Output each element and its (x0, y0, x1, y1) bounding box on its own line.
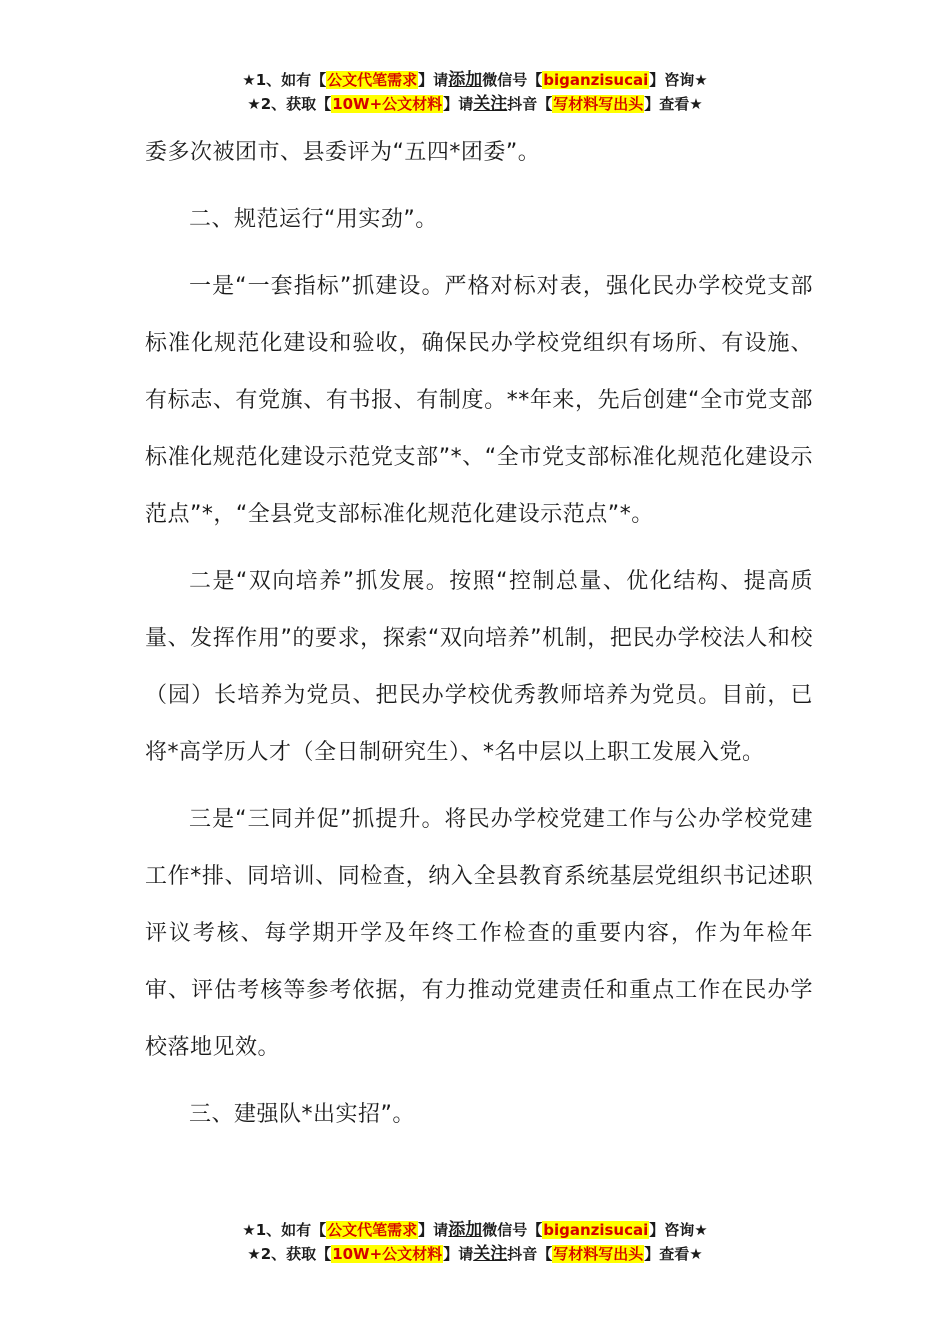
banner-emphasis: 关注 (473, 1244, 508, 1264)
banner-highlight: 10W+公文材料 (332, 95, 443, 113)
banner-text: 】查看★ (644, 1245, 703, 1263)
banner-highlight: 写材料写出头 (553, 95, 644, 113)
banner-text: 抖音【 (507, 1245, 553, 1263)
banner-highlight: 10W+公文材料 (332, 1245, 443, 1263)
banner-highlight: 公文代笔需求 (327, 71, 418, 89)
banner-text: 抖音【 (507, 95, 553, 113)
banner-text: 】请 (418, 1221, 449, 1239)
paragraph-continuation: 委多次被团市、县委评为“五四*团委”。 (145, 140, 541, 165)
paragraph: 一是“一套指标”抓建设。严格对标对表，强化民办学校党支部标准化规范化建设和验收，确保民办学校党组织有场所、有设施、有标志、有党旗、有书报、有制度。**年来，先后创建“全市党支部标准化规范化建设示范党支部”*、“全市党支部标准化规范化建设示范点”*，“全县党支部标准化规范化建设示范点”*。 (145, 274, 813, 527)
header-banner (0, 68, 950, 116)
footer-banner (0, 1218, 950, 1266)
banner-highlight: 公文代笔需求 (327, 1221, 418, 1239)
banner-text: ★1、如有【 (242, 1221, 327, 1239)
document-body (145, 124, 813, 1143)
banner-text: 】请 (443, 1245, 474, 1263)
section-heading: 三、建强队*出实招”。 (189, 1102, 415, 1127)
banner-emphasis: 关注 (473, 94, 508, 114)
banner-text: 微信号【 (482, 1221, 543, 1239)
banner-line-2 (0, 92, 950, 116)
banner-text: 】请 (418, 71, 449, 89)
banner-text: ★1、如有【 (242, 71, 327, 89)
paragraph: 二是“双向培养”抓发展。按照“控制总量、优化结构、提高质量、发挥作用”的要求，探索“双向培养”机制，把民办学校法人和校（园）长培养为党员、把民办学校优秀教师培养为党员。目前，已将*高学历人才（全日制研究生）、*名中层以上职工发展入党。 (145, 569, 813, 765)
banner-line-1 (0, 1218, 950, 1242)
paragraph: 三是“三同并促”抓提升。将民办学校党建工作与公办学校党建工作*排、同培训、同检查，纳入全县教育系统基层党组织书记述职评议考核、每学期开学及年终工作检查的重要内容，作为年检年审、评估考核等参考依据，有力推动党建责任和重点工作在民办学校落地见效。 (145, 807, 813, 1060)
section-heading: 二、规范运行“用实劲”。 (189, 207, 438, 232)
banner-text: 微信号【 (482, 71, 543, 89)
banner-highlight: 写材料写出头 (553, 1245, 644, 1263)
banner-text: ★2、获取【 (247, 1245, 332, 1263)
banner-line-2 (0, 1242, 950, 1266)
banner-highlight: biganzisucai (543, 1221, 649, 1239)
banner-text: ★2、获取【 (247, 95, 332, 113)
banner-emphasis: 添加 (448, 1220, 483, 1240)
banner-text: 】查看★ (644, 95, 703, 113)
banner-highlight: biganzisucai (543, 71, 649, 89)
banner-text: 】咨询★ (649, 1221, 708, 1239)
banner-text: 】咨询★ (649, 71, 708, 89)
banner-line-1 (0, 68, 950, 92)
banner-emphasis: 添加 (448, 70, 483, 90)
banner-text: 】请 (443, 95, 474, 113)
